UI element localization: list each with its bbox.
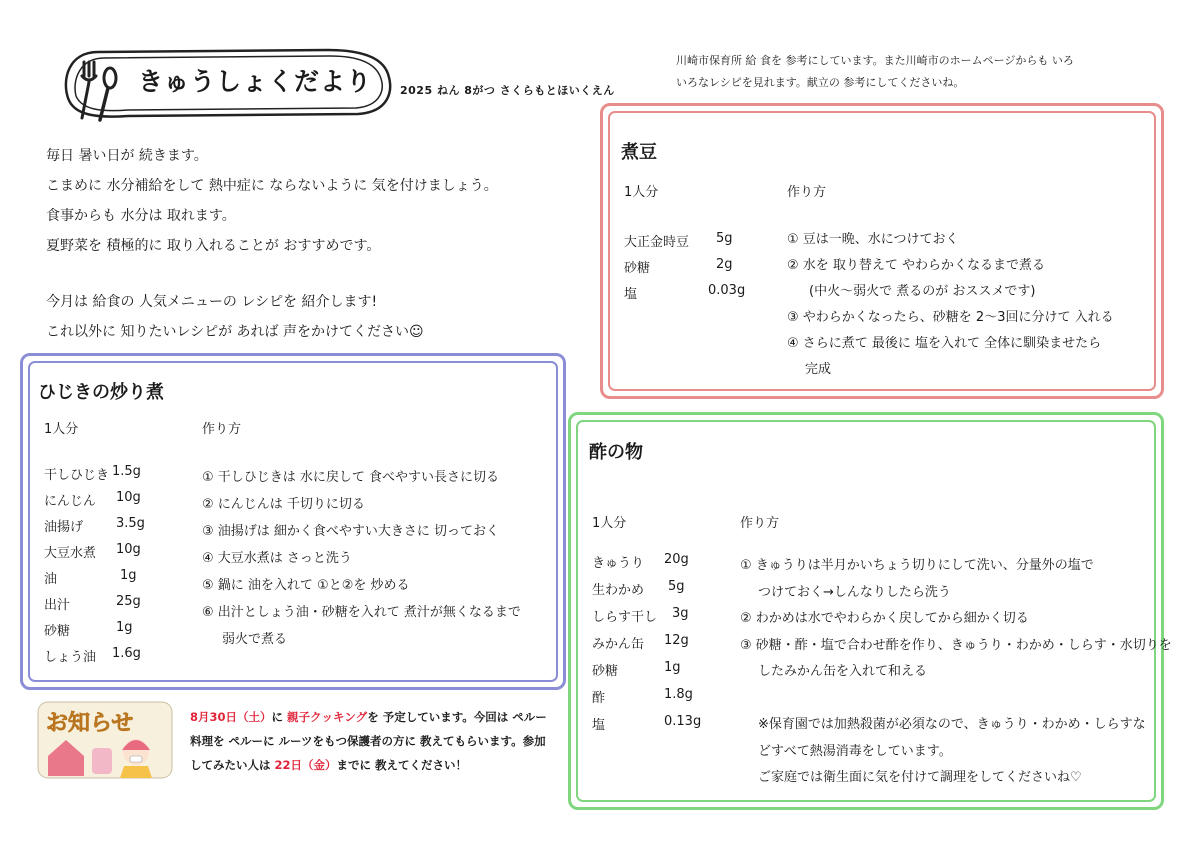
ingredient-row	[44, 516, 145, 542]
ingredient-amount: 0.13g	[664, 714, 702, 729]
method-step: ① 豆は一晩、水につけておく	[787, 232, 959, 247]
method-step: ④ さらに煮て 最後に 塩を入れて 全体に馴染ませたら	[787, 336, 1102, 351]
ingredient-row	[44, 594, 145, 620]
ingredient-name: 砂糖	[592, 664, 619, 679]
issue-date-school: 2025 ねん 8がつ さくらもとほいくえん	[400, 84, 615, 97]
ingredient-row	[624, 231, 745, 257]
method-step: ⑤ 鍋に 油を入れて ①と②を 炒める	[202, 578, 410, 593]
ingredient-name: 油揚げ	[44, 520, 84, 535]
ingredient-name: にんじん	[44, 494, 97, 509]
ingredient-amount: 5g	[668, 579, 685, 594]
ingredient-name: 油	[44, 572, 58, 587]
notice-logo-text: お知らせ	[46, 711, 134, 736]
ingredient-row	[44, 646, 145, 672]
ingredient-amount: 25g	[116, 594, 141, 609]
deadline-date: 22日（金）	[274, 758, 337, 772]
method-step: つけておく→しんなりしたら洗う	[758, 584, 951, 600]
ingredient-row	[44, 464, 145, 490]
ingredient-name: 大正金時豆	[624, 235, 690, 250]
ingredient-row	[592, 714, 701, 741]
hygiene-note: ※保育園では加熱殺菌が必須なので、きゅうり・わかめ・しらすな	[758, 717, 1146, 732]
method-step: ⑥ 出汁としょう油・砂糖を入れて 煮汁が無くなるまで	[202, 605, 521, 620]
ingredient-amount: 2g	[716, 257, 733, 272]
ingredient-row	[44, 542, 145, 568]
intro-line: 今月は 給食の 人気メニューの レシピを 紹介します!	[46, 294, 378, 310]
ingredient-row	[592, 660, 701, 687]
title-banner	[58, 40, 398, 126]
method-step: ① 干しひじきは 水に戻して 食べやすい長さに切る	[202, 470, 500, 485]
serving-label: 1人分	[44, 422, 79, 437]
method-step: 弱火で煮る	[222, 632, 288, 647]
event-name: 親子クッキング	[287, 710, 368, 724]
spoon-icon	[100, 68, 116, 120]
hygiene-note: どすべて熱湯消毒をしています。	[758, 743, 952, 759]
ingredient-amount: 5g	[716, 231, 733, 246]
source-note	[676, 50, 1146, 94]
method-step: ② にんじんは 千切りに切る	[202, 497, 365, 512]
method-step: ④ 大豆水煮は さっと洗う	[202, 551, 352, 566]
method-steps	[787, 227, 1114, 383]
notice-text	[190, 705, 556, 777]
method-step: ② 水を 取り替えて やわらかくなるまで煮る	[787, 258, 1046, 273]
ingredient-name: 干しひじき	[44, 468, 110, 483]
ingredient-row	[624, 257, 745, 283]
ingredient-amount: 12g	[664, 633, 689, 648]
notice-body: を 予定しています。今回は ペルー料理を ペルーに ルーツをもつ保護者の方に 教えてもらいます。参加してみたい人は	[190, 710, 547, 772]
ingredient-amount: 10g	[116, 542, 141, 557]
method-step: ② わかめは水でやわらかく戻してから細かく切る	[740, 611, 1029, 626]
ingredient-list	[624, 231, 745, 309]
ingredient-name: 大豆水煮	[44, 546, 97, 561]
ingredient-amount: 1g	[664, 660, 681, 675]
ingredient-row	[624, 283, 745, 309]
method-steps	[202, 464, 521, 653]
ingredient-amount: 1g	[120, 568, 137, 583]
method-label: 作り方	[787, 185, 827, 200]
recipe-title: 酢の物	[589, 442, 643, 463]
ingredient-row	[592, 606, 701, 633]
intro-line: これ以外に 知りたいレシピが あれば 声をかけてください☺	[46, 324, 424, 340]
ingredient-name: 塩	[592, 718, 606, 733]
ingredient-amount: 10g	[116, 490, 141, 505]
ingredient-amount: 3g	[672, 606, 689, 621]
method-step: ③ 油揚げは 細かく食べやすい大きさに 切っておく	[202, 524, 500, 539]
ingredient-row	[44, 490, 145, 516]
intro-line: 毎日 暑い日が 続きます。	[46, 148, 208, 164]
ingredient-amount: 1.6g	[112, 646, 141, 661]
ingredient-name: 生わかめ	[592, 583, 645, 598]
ingredient-amount: 0.03g	[708, 283, 746, 298]
method-label: 作り方	[740, 516, 780, 531]
intro-text	[46, 141, 586, 347]
method-label: 作り方	[202, 422, 242, 437]
serving-label: 1人分	[624, 185, 659, 200]
ingredient-name: きゅうり	[592, 556, 645, 571]
ingredient-row	[44, 620, 145, 646]
page-title: きゅうしょくだより	[138, 67, 373, 96]
ingredient-name: 出汁	[44, 598, 71, 613]
method-step: したみかん缶を入れて和える	[758, 664, 928, 679]
method-steps	[740, 553, 1172, 792]
source-note-line: いろなレシピを見れます。献立の 参考にしてくださいね。	[676, 76, 965, 89]
ingredient-list	[44, 464, 145, 672]
notice-body: に	[271, 710, 288, 724]
spacer	[740, 686, 1172, 713]
ingredient-row	[592, 579, 701, 606]
ingredient-amount: 1g	[116, 620, 133, 635]
method-step: ③ 砂糖・酢・塩で合わせ酢を作り、きゅうり・わかめ・しらす・水切りを	[740, 637, 1172, 653]
ingredient-name: 酢	[592, 691, 606, 706]
ingredient-amount: 1.5g	[112, 464, 141, 479]
recipe-title: ひじきの炒り煮	[38, 382, 164, 403]
event-date: 8月30日（土）	[190, 710, 272, 724]
notice-logo	[36, 700, 174, 780]
serving-label: 1人分	[592, 516, 627, 531]
intro-line: 食事からも 水分は 取れます。	[46, 208, 236, 224]
ingredient-name: 砂糖	[44, 624, 71, 639]
ingredient-amount: 3.5g	[116, 516, 145, 531]
method-step: (中火～弱火で 煮るのが おススメです)	[809, 284, 1036, 299]
intro-line: 夏野菜を 積極的に 取り入れることが おすすめです。	[46, 238, 381, 254]
notice-illustration	[36, 700, 174, 780]
ingredient-row	[592, 633, 701, 660]
intro-line: こまめに 水分補給をして 熱中症に ならないように 気を付けましょう。	[46, 178, 498, 194]
method-step: ① きゅうりは半月かいちょう切りにして洗い、分量外の塩で	[740, 558, 1094, 573]
ingredient-name: しょう油	[44, 650, 97, 665]
notice-body: までに 教えてください！	[336, 758, 468, 772]
hygiene-note: ご家庭では衛生面に気を付けて調理をしてくださいね♡	[758, 770, 1082, 785]
recipe-title: 煮豆	[621, 142, 657, 163]
ingredient-name: みかん缶	[592, 637, 645, 652]
source-note-line: 川崎市保育所 給 食を 参考にしています。また川崎市のホームページからも いろ	[676, 54, 1074, 67]
ingredient-row	[592, 552, 701, 579]
ingredient-list	[592, 552, 701, 741]
ingredient-name: 砂糖	[624, 261, 651, 276]
ingredient-name: 塩	[624, 287, 638, 302]
ingredient-amount: 1.8g	[664, 687, 693, 702]
ingredient-name: しらす干し	[592, 610, 658, 625]
ingredient-amount: 20g	[664, 552, 689, 567]
method-step: ③ やわらかくなったら、砂糖を 2～3回に分けて 入れる	[787, 310, 1114, 325]
ingredient-row	[592, 687, 701, 714]
method-step: 完成	[805, 362, 832, 377]
ingredient-row	[44, 568, 145, 594]
